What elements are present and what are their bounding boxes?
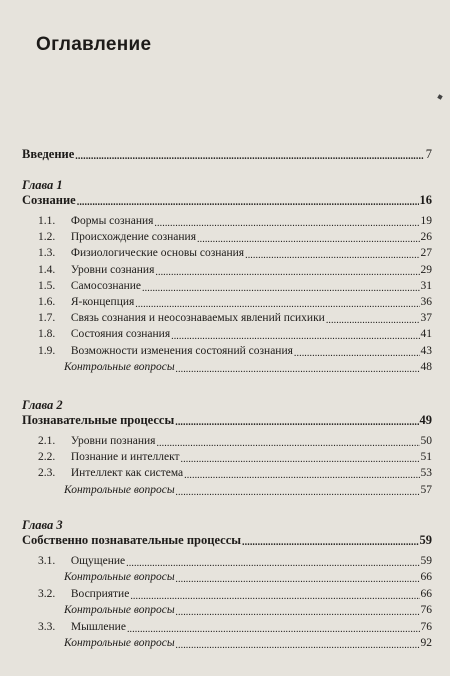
toc-entry-page: 26 <box>420 231 432 243</box>
section-title: Физиологические основы сознания <box>68 247 245 259</box>
toc-entry-label <box>38 553 125 569</box>
toc-entry-label <box>38 294 134 310</box>
dot-leader <box>171 331 419 342</box>
dot-leader <box>184 470 419 481</box>
dot-leader <box>126 558 419 569</box>
toc-entry-page: 37 <box>420 312 432 324</box>
toc-entry-page: 27 <box>420 247 432 259</box>
toc-entry-page: 31 <box>420 280 432 292</box>
section-title: Мышление <box>68 621 126 633</box>
toc-entry-section[interactable] <box>38 278 432 294</box>
toc-entry-section[interactable] <box>38 449 432 465</box>
toc-entry-page: 76 <box>420 621 432 633</box>
toc-entry-page: 57 <box>420 484 432 496</box>
section-number: 3.2. <box>38 588 56 600</box>
section-number: 1.5. <box>38 280 56 292</box>
dot-leader <box>155 267 419 278</box>
toc-entry-label: Контрольные вопросы <box>64 637 175 649</box>
toc-entry-page: 48 <box>420 361 432 373</box>
toc-entry-section[interactable] <box>38 294 432 310</box>
toc-entry-label <box>38 326 170 342</box>
page-speck <box>437 94 442 99</box>
section-number: 2.1. <box>38 435 56 447</box>
chapter-page: 16 <box>419 193 432 207</box>
toc-entry-page: 19 <box>420 215 432 227</box>
toc-entry-label <box>38 449 180 465</box>
chapter-page: 49 <box>419 413 432 427</box>
section-number: 1.8. <box>38 328 56 340</box>
chapter-title: Познавательные процессы <box>22 413 175 427</box>
page-title: Оглавление <box>36 34 152 55</box>
section-title: Возможности изменения состояний сознания <box>68 345 293 357</box>
toc-entry-label <box>38 310 325 326</box>
toc-entry-review[interactable] <box>38 482 432 498</box>
dot-leader <box>75 151 424 162</box>
toc-entry-page: 66 <box>420 588 432 600</box>
dot-leader <box>245 250 419 261</box>
dot-leader <box>176 607 420 618</box>
toc-entry-page: 59 <box>420 555 432 567</box>
section-number: 3.3. <box>38 621 56 633</box>
section-number: 1.2. <box>38 231 56 243</box>
section-title: Состояния сознания <box>68 328 171 340</box>
toc-entry-section[interactable] <box>38 310 432 326</box>
toc-entry-review[interactable] <box>38 569 432 585</box>
dot-leader <box>176 640 420 651</box>
section-number: 1.3. <box>38 247 56 259</box>
section-title: Самосознание <box>68 280 142 292</box>
chapter-2-title-row[interactable] <box>22 412 432 428</box>
chapter-3-heading: Глава 3 <box>22 518 63 532</box>
section-number: 1.4. <box>38 264 56 276</box>
section-title: Ощущение <box>68 555 126 567</box>
toc-entry-section[interactable] <box>38 553 432 569</box>
section-title: Связь сознания и неосознаваемых явлений психики <box>68 312 325 324</box>
toc-entry-page: 76 <box>420 604 432 616</box>
dot-leader <box>156 438 419 449</box>
section-title: Интеллект как система <box>68 467 184 479</box>
toc-entry-label <box>38 262 154 278</box>
dot-leader <box>175 417 418 428</box>
toc-entry-label <box>38 245 244 261</box>
section-number: 1.9. <box>38 345 56 357</box>
toc-entry-page: 29 <box>420 264 432 276</box>
toc-entry-label <box>38 586 129 602</box>
dot-leader <box>127 624 420 635</box>
section-title: Происхождение сознания <box>68 231 197 243</box>
toc-entry-section[interactable] <box>38 586 432 602</box>
section-number: 2.2. <box>38 451 56 463</box>
toc-entry-section[interactable] <box>38 433 432 449</box>
toc-entry-label <box>38 343 293 359</box>
toc-entry-page: 41 <box>420 328 432 340</box>
section-title: Познание и интеллект <box>68 451 180 463</box>
toc-entry-page: 92 <box>420 637 432 649</box>
dot-leader <box>242 537 418 548</box>
toc-entry-label: Контрольные вопросы <box>64 361 175 373</box>
section-number: 1.1. <box>38 215 56 227</box>
dot-leader <box>326 315 420 326</box>
chapter-1-title-row[interactable] <box>22 192 432 208</box>
dot-leader <box>142 283 419 294</box>
toc-entry-page: 50 <box>420 435 432 447</box>
toc-entry-review[interactable] <box>38 602 432 618</box>
section-title: Формы сознания <box>68 215 154 227</box>
chapter-page: 59 <box>419 533 432 547</box>
toc-entry-page: 36 <box>420 296 432 308</box>
toc-entry-page: 7 <box>425 147 432 161</box>
section-title: Восприятие <box>68 588 130 600</box>
toc-entry-section[interactable] <box>38 229 432 245</box>
toc-entry-label <box>38 213 153 229</box>
chapter-3-title-row[interactable] <box>22 532 432 548</box>
toc-entry-review[interactable] <box>38 359 432 375</box>
toc-entry-label: Контрольные вопросы <box>64 484 175 496</box>
chapter-1-heading: Глава 1 <box>22 178 63 192</box>
section-title: Я-концепция <box>68 296 135 308</box>
dot-leader <box>77 197 419 208</box>
toc-entry-label <box>38 465 183 481</box>
toc-entry-section[interactable] <box>38 326 432 342</box>
dot-leader <box>135 299 419 310</box>
toc-entry-section[interactable] <box>38 262 432 278</box>
dot-leader <box>181 454 420 465</box>
toc-entry-label <box>38 619 126 635</box>
section-title: Уровни познания <box>68 435 156 447</box>
toc-entry-label: Контрольные вопросы <box>64 604 175 616</box>
section-number: 1.6. <box>38 296 56 308</box>
toc-entry-page: 51 <box>420 451 432 463</box>
section-number: 1.7. <box>38 312 56 324</box>
dot-leader <box>176 364 420 375</box>
toc-entry-label: Введение <box>22 147 75 161</box>
toc-entry-section[interactable] <box>38 213 432 229</box>
toc-entry-review[interactable] <box>38 635 432 651</box>
toc-entry-label: Контрольные вопросы <box>64 571 175 583</box>
toc-entry-label <box>38 278 141 294</box>
toc-entry-page: 53 <box>420 467 432 479</box>
toc-entry-page: 43 <box>420 345 432 357</box>
toc-entry-section[interactable] <box>38 343 432 359</box>
toc-entry-section[interactable] <box>38 465 432 481</box>
toc-entry-page: 66 <box>420 571 432 583</box>
toc-entry-section[interactable] <box>38 245 432 261</box>
toc-entry-intro[interactable] <box>22 146 432 162</box>
section-number: 2.3. <box>38 467 56 479</box>
dot-leader <box>197 234 419 245</box>
section-number: 3.1. <box>38 555 56 567</box>
section-title: Уровни сознания <box>68 264 155 276</box>
dot-leader <box>294 348 420 359</box>
toc-entry-label <box>38 229 196 245</box>
toc-entry-label <box>38 433 155 449</box>
toc-entry-section[interactable] <box>38 619 432 635</box>
dot-leader <box>130 591 419 602</box>
chapter-2-heading: Глава 2 <box>22 398 63 412</box>
dot-leader <box>176 574 420 585</box>
dot-leader <box>154 218 419 229</box>
chapter-title: Сознание <box>22 193 76 207</box>
dot-leader <box>176 487 420 498</box>
chapter-title: Собственно познавательные процессы <box>22 533 242 547</box>
